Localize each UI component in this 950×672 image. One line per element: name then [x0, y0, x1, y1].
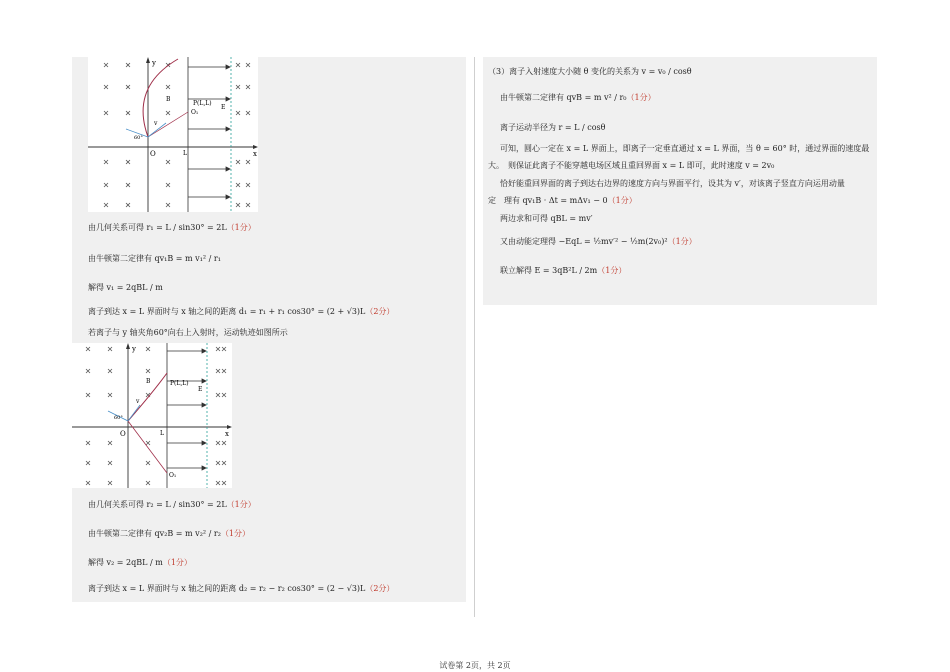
electric-field-arrows [167, 349, 206, 470]
solution-text: 离子到达 x = L 界面时与 x 轴之间的距离 d₂ = r₂ − r₂ cos30° = (2 − √3)L [88, 584, 366, 593]
y-axis-label: y [132, 345, 136, 353]
angle-label: 60° [134, 135, 143, 141]
cross-mark [86, 481, 90, 485]
cross-mark [126, 160, 130, 164]
cross-mark [246, 63, 250, 67]
solution-line [88, 222, 256, 234]
cross-mark [146, 441, 150, 445]
cross-mark [126, 85, 130, 89]
solution-line: 恰好能重回界面的离子到达右边界的速度方向与界面平行，设其为 v′，对该离子竖直方向运用动量 [500, 179, 845, 188]
cross-mark [166, 160, 170, 164]
score-badge: （1分） [626, 93, 656, 102]
solution-line: 大。 则保证此离子不能穿越电场区域且重回界面 x = L 即可，此时速度 v = 2v₀ [488, 161, 775, 170]
e-field-label: E [198, 386, 203, 393]
solution-text: 由牛顿第二定律有 qvB = m v² / r₀ [500, 93, 627, 102]
solution-line: 可知，圆心一定在 x = L 界面上，即离子一定垂直通过 x = L 界面，当 θ = 60° 时，通过界面的速度最 [500, 144, 870, 153]
electric-field-arrows [188, 65, 230, 199]
origin-label: O [150, 150, 156, 158]
solution-text: 由牛顿第二定律有 qv₂B = m v₂² / r₂ [88, 529, 221, 538]
b-field-label: B [146, 378, 151, 385]
cross-mark [86, 393, 90, 397]
solution-line [500, 236, 697, 248]
cross-mark [236, 160, 240, 164]
score-badge: （1分） [597, 266, 627, 275]
cross-mark [104, 203, 108, 207]
trajectory-figure-1 [88, 57, 258, 212]
cross-mark [146, 347, 150, 351]
cross-mark [86, 461, 90, 465]
center-o1-label: O₁ [169, 472, 177, 479]
solution-line [88, 528, 250, 540]
solution-text: 联立解得 E = 3qB²L / 2m [500, 266, 598, 275]
cross-mark [86, 369, 90, 373]
length-l-label: L [183, 150, 187, 157]
solution-text: 离子到达 x = L 界面时与 x 轴之间的距离 d₁ = r₁ + r₁ cos30° = (2 + √3)L [88, 307, 366, 316]
cross-mark [222, 441, 226, 445]
cross-mark [236, 183, 240, 187]
solution-line: 离子运动半径为 r = L / cosθ [500, 123, 606, 132]
cross-mark [108, 481, 112, 485]
velocity-label: v [154, 120, 158, 127]
solution-line: 解得 v₁ = 2qBL / m [88, 283, 163, 292]
cross-mark [222, 461, 226, 465]
score-badge: （2分） [365, 307, 395, 316]
cross-mark [216, 369, 220, 373]
cross-mark [126, 203, 130, 207]
cross-mark [108, 369, 112, 373]
cross-mark [104, 85, 108, 89]
e-field-label: E [221, 104, 226, 111]
cross-mark [104, 183, 108, 187]
page-footer: 试卷第 2页，共 2页 [439, 661, 511, 670]
magnetic-field-crosses [104, 63, 250, 207]
solution-line [88, 499, 256, 511]
cross-mark [236, 63, 240, 67]
score-badge: （1分） [220, 529, 251, 538]
x-axis-label: x [225, 430, 229, 438]
trajectory-figure-2 [72, 343, 232, 488]
cross-mark [126, 111, 130, 115]
solution-text: 又由动能定理得 −EqL = ½mv′² − ½m(2v₀)² [500, 237, 668, 246]
solution-text: 由几何关系可得 r₂ = L / sin30° = 2L [88, 500, 227, 509]
center-o1-label: O₁ [191, 109, 199, 116]
cross-mark [146, 481, 150, 485]
solution-text: 由几何关系可得 r₁ = L / sin30° = 2L [88, 223, 227, 232]
b-field-label: B [166, 96, 171, 103]
solution-line [88, 583, 394, 595]
cross-mark [222, 347, 226, 351]
cross-mark [126, 183, 130, 187]
solution-line: 由牛顿第二定律有 qv₁B = m v₁² / r₁ [88, 254, 221, 263]
score-badge: （2分） [365, 584, 395, 593]
cross-mark [104, 111, 108, 115]
solution-line: （3）离子入射速度大小随 θ 变化的关系为 v = v₀ / cosθ [488, 67, 692, 76]
magnetic-field-crosses [86, 347, 226, 485]
cross-mark [104, 63, 108, 67]
column-divider [474, 57, 475, 617]
score-badge: （1分） [226, 500, 256, 509]
solution-line [488, 195, 637, 207]
cross-mark [222, 369, 226, 373]
score-badge: （1分） [667, 237, 697, 246]
radius-line [128, 421, 167, 473]
cross-mark [108, 441, 112, 445]
cross-mark [246, 160, 250, 164]
cross-mark [126, 63, 130, 67]
solution-line [500, 265, 626, 277]
cross-mark [216, 461, 220, 465]
score-badge: （1分） [162, 558, 192, 567]
cross-mark [216, 393, 220, 397]
solution-line: 若离子与 y 轴夹角60°向右上入射时，运动轨迹如图所示 [88, 328, 288, 337]
cross-mark [236, 203, 240, 207]
cross-mark [236, 111, 240, 115]
cross-mark [246, 85, 250, 89]
velocity-label: v [136, 398, 140, 405]
cross-mark [236, 85, 240, 89]
cross-mark [104, 160, 108, 164]
cross-mark [108, 461, 112, 465]
cross-mark [166, 203, 170, 207]
length-l-label: L [160, 430, 164, 437]
y-axis-label: y [152, 59, 156, 67]
cross-mark [86, 347, 90, 351]
solution-text: 定 理有 qv₁B · Δt = mΔv₁ − 0 [488, 196, 608, 205]
cross-mark [246, 183, 250, 187]
point-p-label: P(L,L) [193, 100, 212, 107]
cross-mark [86, 441, 90, 445]
cross-mark [216, 347, 220, 351]
cross-mark [166, 85, 170, 89]
cross-mark [146, 461, 150, 465]
score-badge: （1分） [607, 196, 637, 205]
solution-line [88, 306, 394, 318]
cross-mark [166, 183, 170, 187]
angle-label: 60° [114, 415, 123, 421]
origin-label: O [120, 430, 126, 438]
solution-line [88, 557, 192, 569]
score-badge: （1分） [226, 223, 256, 232]
cross-mark [246, 111, 250, 115]
cross-mark [222, 393, 226, 397]
point-p-label: P(L,L) [170, 380, 189, 387]
cross-mark [222, 481, 226, 485]
cross-mark [246, 203, 250, 207]
cross-mark [216, 441, 220, 445]
cross-mark [146, 369, 150, 373]
cross-mark [166, 111, 170, 115]
cross-mark [108, 347, 112, 351]
x-axis-label: x [253, 150, 257, 158]
cross-mark [108, 393, 112, 397]
solution-line: 两边求和可得 qBL = mv′ [500, 214, 593, 223]
cross-mark [216, 481, 220, 485]
solution-text: 解得 v₂ = 2qBL / m [88, 558, 163, 567]
solution-line [500, 92, 656, 104]
